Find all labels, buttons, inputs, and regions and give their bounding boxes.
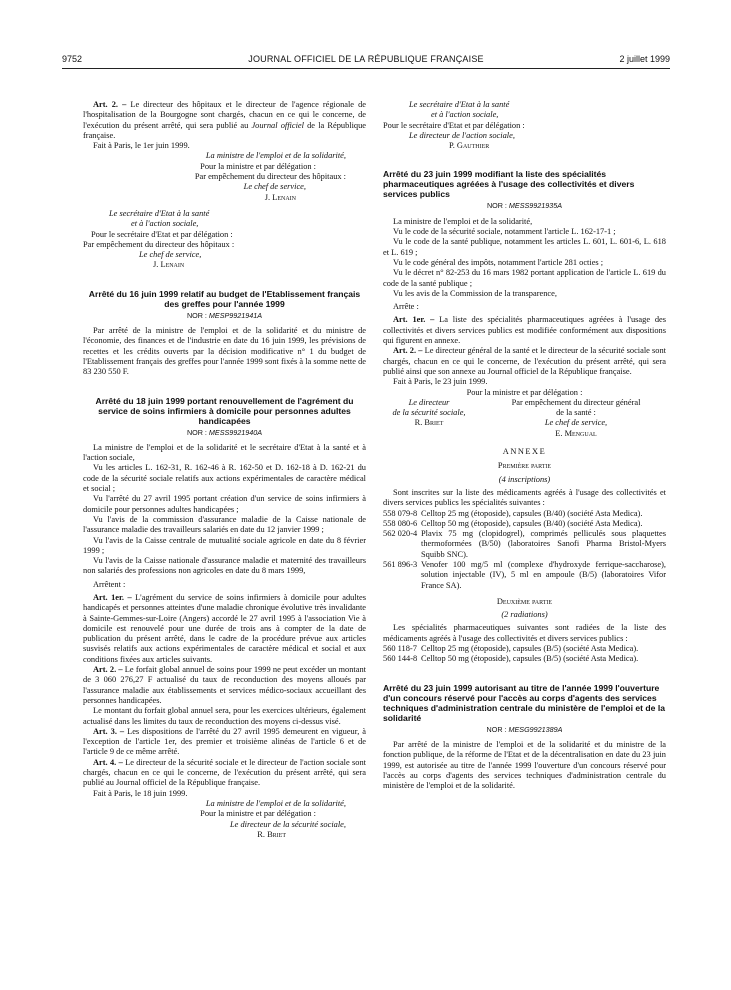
right-column	[383, 100, 666, 791]
text-segment: MESP9921941A	[208, 310, 263, 320]
text-segment: L'agrément du service de soins infirmiers à domicile pour adultes handicapés et personnes atteintes d'une maladie chronique évolutive très invalidante à Sainte-Gemmes-sur-Loire (Angers) accordé le 27 avril 1995 à l'association Vie à domicile est renouvelé pour une durée de trois ans à compter de la date de publication du présent arrêté, dans le cadre de la procédure prévue aux articles susvisés relatifs aux actions expérimentales de caractère médical et social et aux conditions fixées aux articles suivants.	[83, 592, 367, 664]
text-segment: 558 080-6	[383, 518, 418, 528]
signature-block	[83, 151, 366, 202]
text-segment: de la santé :	[556, 408, 596, 418]
text-segment: de la République française.	[83, 120, 367, 140]
text-segment: 558 079-8	[383, 508, 418, 518]
text-segment: La liste des spécialités pharmaceutiques agréées à l'usage des collectivités et divers services publics est modifiée conformément aux dispositions qui figurent en annexe.	[383, 315, 667, 346]
text-segment: Par empêchement du directeur des hôpitaux :	[83, 239, 235, 249]
text-segment: R. Briet	[414, 418, 444, 428]
text-segment: Journal officiel	[251, 120, 304, 130]
paragraph: Par arrêté de la ministre de l'emploi et de la solidarité et du ministre de la fonction publique, de la réforme de l'Etat et de la décentralisation en date du 23 juin 1999, est autorisée au titre de l'année 1999 l'ouverture d'un concours réservé pour l'accès au corps d'agents des services techniques d'administration centrale du ministère de l'emploi et de la solidarité.	[383, 739, 666, 791]
fait-a-paris: Fait à Paris, le 18 juin 1999.	[93, 788, 188, 798]
text-segment: Le directeur général de la santé et le directeur de la sécurité sociale sont chargés, chacun en ce qui le concerne, de l'exécution du présent arrêté, qui sera publié ainsi que son annexe au Journal officiel de la République française.	[383, 346, 666, 376]
paragraph: Sont inscrites sur la liste des médicaments agréés à l'usage des collectivités et divers services publics les spécialités suivantes :	[383, 487, 666, 508]
list-item	[383, 644, 666, 654]
part-heading: Deuxième partie	[496, 596, 553, 606]
text-segment: Celltop 25 mg (étoposide), capsules (B/5) (société Asta Medica).	[421, 644, 639, 654]
annexe-heading: ANNEXE	[502, 447, 547, 457]
list-item	[383, 529, 666, 560]
page-number: 9752	[62, 54, 83, 64]
text-segment: Celltop 25 mg (étoposide), capsules (B/40) (société Asta Medica).	[421, 508, 643, 518]
text-segment: Art. 2. –	[93, 100, 127, 109]
text-segment: MESG9921389A	[508, 724, 563, 734]
visa: Vu le code de la santé publique, notamment les articles L. 601, L. 601-6, L. 618 et L. 619 ;	[383, 237, 666, 257]
text-segment: Art. 4. –	[93, 757, 123, 767]
list-item	[383, 509, 666, 519]
list-item	[383, 519, 666, 529]
article-text	[383, 346, 666, 377]
text-segment: et à l'action sociale,	[131, 219, 199, 229]
paragraph: Par arrêté de la ministre de l'emploi et de la solidarité et du ministre de l'économie, des finances et de l'industrie en date du 16 juin 1999, les prévisions de recettes et les crédits ouverts par la décision modificative n° 1 du budget de l'Etablissement français des greffes pour l'année 1999 sont fixés à la somme nette de 83 230 550 F.	[83, 326, 366, 377]
text-segment: Le secrétaire d'Etat à la santé	[409, 100, 510, 109]
visa: Vu le code général des impôts, notamment l'article 281 octies ;	[393, 257, 604, 267]
article-text	[83, 100, 366, 141]
text-segment: Le chef de service,	[544, 418, 608, 428]
visa: Vu l'avis de la Caisse centrale de mutualité sociale agricole en date du 8 février 1999 ;	[83, 535, 366, 555]
article-text	[83, 593, 366, 665]
text-segment: J. Lenain	[153, 260, 185, 270]
text-segment: NOR :	[186, 310, 209, 320]
text-segment: Les dispositions de l'arrêté du 27 avril 1995 demeurent en vigueur, à l'exception de l'article 1er, des premier et troisième alinéas de l'article 6 et de l'article 9 de ce même arrêté.	[83, 726, 366, 757]
left-column	[83, 100, 366, 840]
text-segment: 561 896-3	[383, 559, 418, 569]
part-subheading: (2 radiations)	[501, 610, 548, 620]
fait-a-paris: Fait à Paris, le 23 juin 1999.	[393, 377, 488, 387]
nor-code	[83, 311, 366, 321]
text-segment: Art. 1er. –	[393, 315, 435, 325]
issue-date: 2 juillet 1999	[619, 54, 670, 64]
text-segment: Pour la ministre et par délégation :	[200, 161, 316, 171]
visa: Vu les avis de la Commission de la transparence,	[393, 288, 557, 298]
text-segment: Pour le secrétaire d'Etat et par délégation :	[91, 229, 233, 239]
journal-title: JOURNAL OFFICIEL DE LA RÉPUBLIQUE FRANÇAISE	[248, 54, 484, 64]
text-segment: 560 144-8	[383, 654, 418, 664]
text-segment: NOR :	[486, 201, 509, 211]
text-segment: 560 118-7	[383, 644, 417, 654]
text-segment: MESS9921935A	[508, 201, 563, 211]
text-segment: Par empêchement du directeur des hôpitaux :	[194, 172, 346, 182]
text-segment: Par empêchement du directeur général	[511, 397, 641, 407]
section-title: Arrêté du 23 juin 1999 autorisant au titre de l'année 1999 l'ouverture d'un concours réservé pour l'accès au corps d'agents des services techniques d'administration centrale du ministère de l'emploi et de la solidarité	[383, 682, 666, 723]
text-segment: 562 020-4	[383, 529, 418, 539]
article-text	[83, 758, 366, 789]
paragraph: La ministre de l'emploi et de la solidarité et le secrétaire d'Etat à la santé et à l'action sociale,	[83, 442, 366, 463]
text-segment: Art. 2. –	[93, 665, 123, 675]
nor-code	[383, 201, 666, 211]
visa: Vu les articles L. 162-31, R. 162-46 à R. 162-50 et D. 162-18 à D. 162-21 du code de la sécurité sociale relatifs aux actions expérimentales de caractère médical et social ;	[83, 463, 366, 494]
text-segment: Art. 3. –	[93, 726, 125, 736]
text-segment: de la sécurité sociale,	[392, 408, 466, 418]
nor-code	[383, 725, 666, 735]
text-segment: Celltop 50 mg (étoposide), capsules (B/5) (société Asta Medica).	[421, 654, 639, 664]
arrete: Arrête :	[393, 302, 419, 312]
text-segment: J. Lenain	[264, 192, 296, 202]
text-segment: La ministre de l'emploi et de la solidarité,	[205, 151, 346, 161]
section-title: Arrêté du 16 juin 1999 relatif au budget de l'Etablissement français des greffes pour l'année 1999	[88, 288, 361, 309]
visa: Vu l'avis de la commission d'assurance maladie de la Caisse nationale de l'assurance maladie des travailleurs salariés en date du 12 janvier 1999 ;	[83, 514, 366, 535]
visa: Vu l'arrêté du 27 avril 1995 portant création d'un service de soins infirmiers à domicile pour personnes adultes handicapées ;	[83, 494, 366, 514]
text-segment: Art. 1er. –	[93, 592, 132, 602]
nor-code	[83, 428, 366, 438]
article-text	[383, 315, 666, 346]
part-heading: Première partie	[497, 461, 552, 471]
text-segment: Venofer 100 mg/5 ml (complexe d'hydroxyde ferrique-saccharose), solution injectable (IV), 5 ml en ampoule (B/5) (laboratoires Vifor France SA).	[421, 559, 666, 590]
text-segment: Le directeur de la sécurité sociale et le directeur de l'action sociale sont chargés, chacun en ce qui le concerne, de l'exécution du présent arrêté, qui sera publié au Journal officiel de la République française.	[83, 757, 366, 788]
article-text	[83, 665, 366, 706]
text-segment: Le directeur des hôpitaux et le directeur de l'agence régionale de l'hospitalisation de la Bourgogne sont chargés, chacun en ce qui le concerne, de l'exécution du présent arrêté, qui sera publié au	[83, 100, 366, 130]
text-segment: Le chef de service,	[139, 250, 202, 260]
paragraph: Les spécialités pharmaceutiques suivantes sont radiées de la liste des médicaments agréés à l'usage des collectivités et divers services publics :	[383, 623, 666, 643]
signature-block	[83, 209, 366, 271]
text-segment: R. Briet	[257, 829, 286, 839]
text-segment: Le directeur	[408, 397, 450, 407]
delegation-line: Pour la ministre et par délégation :	[466, 387, 583, 397]
visa: Vu le code de la sécurité sociale, notamment l'article L. 162-17-1 ;	[393, 227, 616, 237]
text-segment: Pour le secrétaire d'Etat et par délégation :	[383, 120, 525, 130]
text-segment: Celltop 50 mg (étoposide), capsules (B/40) (société Asta Medica).	[421, 518, 643, 528]
text-segment: P. Gauthier	[449, 141, 490, 151]
text-segment: et à l'action sociale,	[431, 110, 499, 120]
page-header	[62, 54, 670, 68]
signature-pair	[383, 398, 666, 439]
list-item	[383, 560, 666, 591]
visa: Vu l'avis de la Caisse nationale d'assurance maladie et maternité des travailleurs non salariés des professions non agricoles en date du 8 mars 1999,	[83, 556, 366, 576]
part-subheading: (4 inscriptions)	[498, 474, 551, 484]
arretent: Arrêtent :	[93, 579, 126, 589]
text-segment: Le secrétaire d'Etat à la santé	[109, 208, 210, 218]
visa: Vu le décret n° 82-253 du 16 mars 1982 portant application de l'article L. 619 du code de la santé publique ;	[383, 268, 666, 288]
text-segment: Le forfait global annuel de soins pour 1999 ne peut excéder un montant de 3 060 276,27 F actualisé du taux de reconduction des moyens alloués par l'assurance maladie aux établissements et services médico-sociaux accueillant des personnes handicapées.	[83, 665, 366, 705]
text-segment: Le chef de service,	[243, 182, 306, 192]
text-segment: Pour la ministre et par délégation :	[200, 809, 316, 819]
signature-block	[383, 100, 666, 151]
section-title: Arrêté du 18 juin 1999 portant renouvellement de l'agrément du service de soins infirmiers à domicile pour personnes adultes handicapées	[95, 395, 354, 426]
text-segment: MESS9921940A	[208, 427, 263, 437]
text-segment: NOR :	[486, 724, 509, 734]
text-segment: Plavix 75 mg (clopidogrel), comprimés pelliculés sous plaquettes thermoformées (B/50) (laboratoires Sanofi Pharma Bristol-Myers Squibb SNC).	[421, 529, 666, 559]
article-text	[83, 727, 366, 758]
text-segment: Le directeur de l'action sociale,	[409, 130, 515, 140]
text-segment: E. Mengual	[555, 428, 597, 438]
text-segment: La ministre de l'emploi et de la solidarité,	[205, 798, 346, 808]
header-rule	[62, 68, 670, 69]
signature-block	[83, 799, 366, 840]
fait-a-paris: Fait à Paris, le 1er juin 1999.	[93, 141, 190, 151]
paragraph: La ministre de l'emploi et de la solidarité,	[393, 216, 533, 226]
article-text: Le montant du forfait global annuel sera, pour les exercices ultérieurs, également actualisé dans les limites du taux de reconduction des moyens ci-dessus visé.	[83, 706, 366, 726]
text-segment: NOR :	[186, 427, 209, 437]
list-item	[383, 654, 666, 664]
section-title: Arrêté du 23 juin 1999 modifiant la liste des spécialités pharmaceutiques agréées à l'usage des collectivités et divers services publics	[383, 169, 635, 200]
text-segment: Le directeur de la sécurité sociale,	[230, 819, 346, 829]
text-segment: Art. 2. –	[393, 346, 423, 356]
